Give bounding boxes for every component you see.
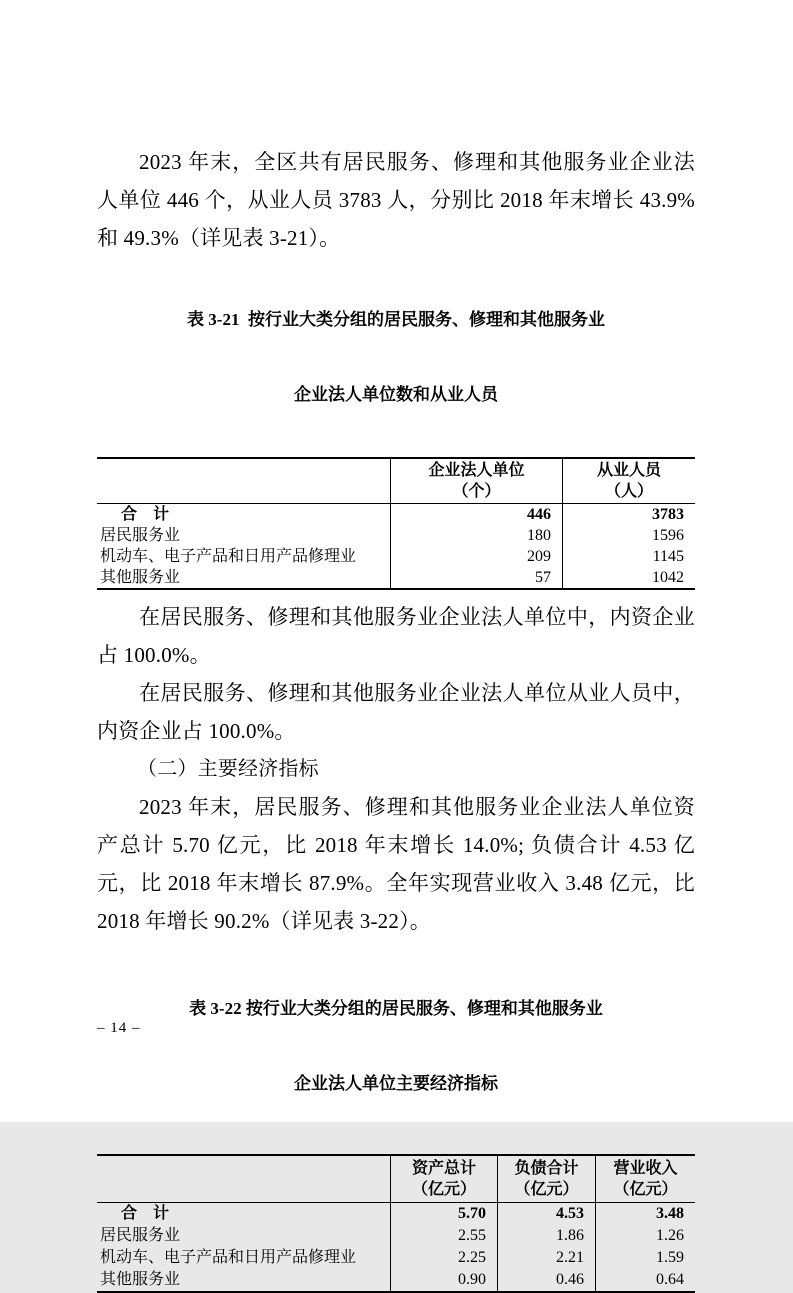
cell-assets: 0.90 — [390, 1269, 497, 1291]
header-line: （亿元） — [613, 1181, 678, 1198]
table-3-22-header-revenue — [595, 1156, 695, 1202]
row-label: 合 计 — [121, 1205, 170, 1222]
section-heading-economic-indicators: （二）主要经济指标 — [137, 758, 319, 780]
table-3-21-title — [97, 257, 695, 457]
table-3-22 — [97, 1154, 695, 1293]
header-line: 企业法人单位 — [428, 462, 525, 479]
cell-units: 209 — [390, 546, 562, 567]
cell-revenue: 1.59 — [595, 1247, 695, 1269]
paragraph-units-employees: 2023 年末，全区共有居民服务、修理和其他服务业企业法人单位 446 个，从业人员 3783 人，分别比 2018 年末增长 43.9%和 49.3%（详见表 3-21）。 — [97, 150, 695, 250]
table-row-total — [97, 504, 695, 525]
cell-employees: 1596 — [562, 525, 695, 546]
paragraph-domestic-employees: 在居民服务、修理和其他服务业企业法人单位从业人员中，内资企业占 100.0%。 — [97, 681, 695, 743]
table-3-22-header-assets — [390, 1156, 497, 1202]
table-row — [97, 567, 695, 588]
cell-units: 180 — [390, 525, 562, 546]
cell-liabilities: 2.21 — [497, 1247, 595, 1269]
table-3-22-header-stub — [97, 1156, 390, 1202]
table-3-21-header-employees — [562, 459, 695, 503]
cell-units: 57 — [390, 567, 562, 588]
table-row — [97, 1269, 695, 1291]
row-label: 居民服务业 — [100, 1227, 181, 1244]
header-line: 营业收入 — [613, 1160, 678, 1177]
table-3-21-header-units — [390, 459, 562, 503]
table-3-21-title-line1: 表 3-21 按行业大类分组的居民服务、修理和其他服务业 — [187, 310, 605, 329]
row-label: 机动车、电子产品和日用产品修理业 — [100, 548, 357, 565]
page-number: – 14 – — [97, 1020, 141, 1036]
table-3-22-header-row — [97, 1156, 695, 1203]
row-label: 机动车、电子产品和日用产品修理业 — [100, 1249, 357, 1266]
cell-employees: 3783 — [562, 504, 695, 525]
cell-revenue: 0.64 — [595, 1269, 695, 1291]
table-3-21-header-stub — [97, 459, 390, 503]
header-line: 负债合计 — [514, 1160, 579, 1177]
page-content — [97, 0, 695, 1293]
row-label: 居民服务业 — [100, 527, 181, 544]
cell-assets: 2.55 — [390, 1225, 497, 1247]
header-line: （人） — [604, 483, 653, 500]
header-line: 从业人员 — [596, 462, 661, 479]
header-line: （亿元） — [411, 1181, 476, 1198]
table-row-total — [97, 1203, 695, 1225]
table-row — [97, 1225, 695, 1247]
table-3-21-body — [97, 504, 695, 588]
cell-liabilities: 1.86 — [497, 1225, 595, 1247]
row-label: 其他服务业 — [100, 1271, 181, 1288]
header-line: 资产总计 — [411, 1160, 476, 1177]
table-row — [97, 546, 695, 567]
cell-units: 446 — [390, 504, 562, 525]
cell-employees: 1145 — [562, 546, 695, 567]
cell-assets: 5.70 — [390, 1203, 497, 1225]
table-row — [97, 525, 695, 546]
row-label: 其他服务业 — [100, 569, 181, 586]
table-3-22-body — [97, 1203, 695, 1291]
cell-liabilities: 4.53 — [497, 1203, 595, 1225]
paragraph-economic-indicators: 2023 年末，居民服务、修理和其他服务业企业法人单位资产总计 5.70 亿元，比 2018 年末增长 14.0%; 负债合计 4.53 亿元，比 2018 年末增长 87.9%。全年实现营业收入 3.48 亿元，比 2018 年增长 90.2%（详见表 3-22）。 — [97, 795, 695, 933]
cell-revenue: 3.48 — [595, 1203, 695, 1225]
header-line: （个） — [452, 483, 501, 500]
cell-revenue: 1.26 — [595, 1225, 695, 1247]
table-3-21-title-line2: 企业法人单位数和从业人员 — [294, 385, 498, 404]
table-row — [97, 1247, 695, 1269]
paragraph-domestic-units: 在居民服务、修理和其他服务业企业法人单位中，内资企业占 100.0%。 — [97, 605, 695, 667]
cell-employees: 1042 — [562, 567, 695, 588]
cell-assets: 2.25 — [390, 1247, 497, 1269]
table-3-22-title — [97, 946, 695, 1146]
header-line: （亿元） — [514, 1181, 579, 1198]
table-3-22-header-liabilities — [497, 1156, 595, 1202]
row-label: 合 计 — [121, 506, 170, 523]
table-3-22-title-line1: 表 3-22 按行业大类分组的居民服务、修理和其他服务业 — [189, 999, 603, 1018]
table-3-22-title-line2: 企业法人单位主要经济指标 — [294, 1074, 498, 1093]
table-3-21 — [97, 457, 695, 590]
table-3-21-header-row — [97, 459, 695, 504]
cell-liabilities: 0.46 — [497, 1269, 595, 1291]
